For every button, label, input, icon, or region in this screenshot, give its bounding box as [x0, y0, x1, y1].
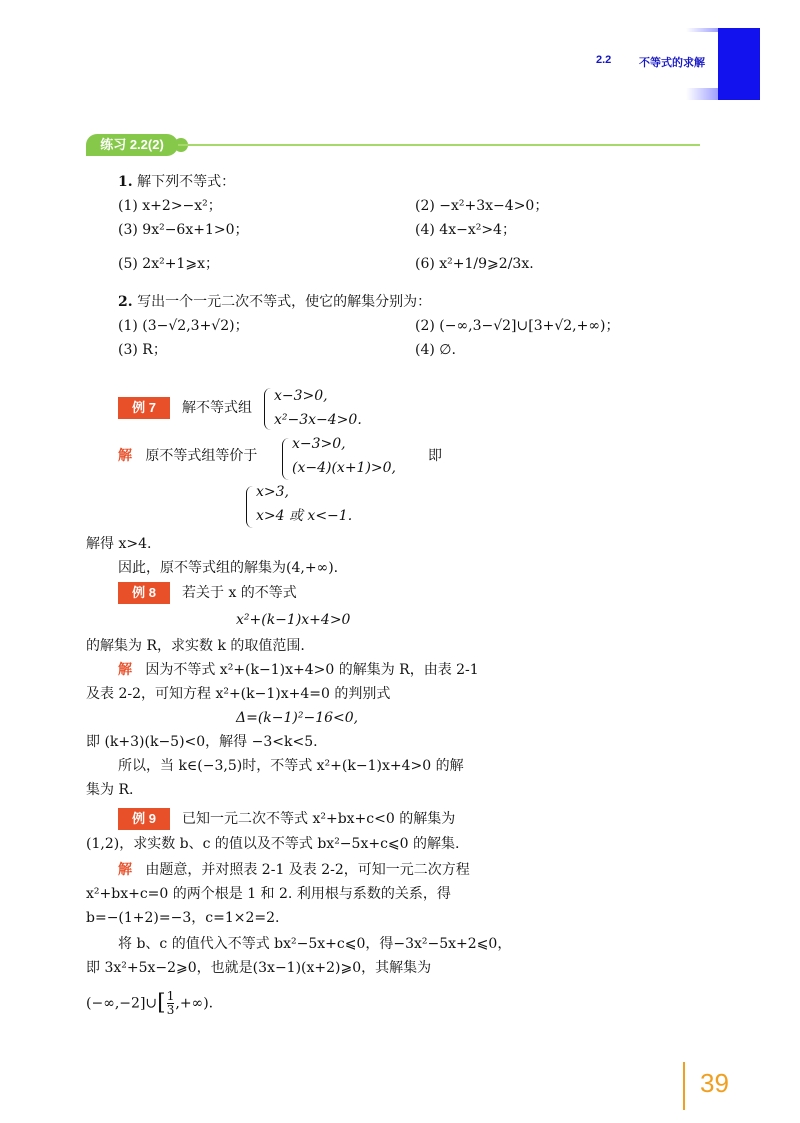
- ex9-solution-3: b=−(1+2)=−3，c=1×2=2.: [86, 910, 280, 926]
- page-number-bar: [683, 1062, 685, 1110]
- ex8-formula: x²+(k−1)x+4>0: [236, 612, 351, 628]
- ex9-solution-label: 解: [118, 862, 132, 878]
- header-blue-block: [718, 28, 760, 100]
- ex7-eq-1: x−3>0,: [292, 436, 346, 452]
- q2-number: 2.: [118, 294, 133, 310]
- ex9-fraction-numerator: 1: [166, 989, 175, 1003]
- q1-item-2: (2) −x²+3x−4>0；: [415, 198, 549, 214]
- exercise-rule: [178, 144, 700, 146]
- ex9-solution-1: [118, 860, 470, 880]
- ex8-intro: 若关于 x 的不等式: [182, 585, 297, 601]
- q2-item-3: (3) R；: [118, 342, 167, 358]
- ex9-solution-2: x²+bx+c=0 的两个根是 1 和 2. 利用根与系数的关系，得: [86, 886, 451, 902]
- example-7-tag: 例 7: [118, 397, 170, 419]
- q1-item-5: (5) 2x²+1⩾x；: [118, 256, 219, 272]
- ex7-ji: 即: [428, 448, 442, 464]
- ex8-solution-label: 解: [118, 662, 132, 678]
- ex7-line-1: 解得 x>4.: [86, 536, 152, 552]
- ex9-solution-5: 即 3x²+5x−2⩾0，也就是(3x−1)(x+2)⩾0，其解集为: [86, 960, 432, 976]
- q1-prompt: 解下列不等式：: [137, 174, 236, 190]
- q2-item-4: (4) ∅.: [415, 342, 456, 358]
- ex7-solution-intro: [118, 446, 257, 466]
- ex9-solution-6-right: ,+∞).: [175, 995, 214, 1012]
- ex7-eq-3: x>3,: [256, 484, 289, 500]
- ex7-solution-text: 原不等式组等价于: [145, 448, 258, 464]
- ex8-solution-5: 集为 R.: [86, 782, 134, 798]
- ex7-solution-label: 解: [118, 448, 132, 464]
- ex9-fraction: [167, 990, 175, 1017]
- ex8-line-1: 的解集为 R，求实数 k 的取值范围.: [86, 638, 305, 654]
- q2-prompt: 写出一个一元二次不等式，使它的解集分别为：: [137, 294, 432, 310]
- q1-heading: [118, 172, 235, 192]
- ex9-bracket: [: [157, 990, 166, 1016]
- ex7-brace: [264, 388, 271, 430]
- q1-item-1: (1) x+2>−x²；: [118, 198, 222, 214]
- ex9-solution-text: 由题意，并对照表 2-1 及表 2-2，可知一元二次方程: [145, 862, 470, 878]
- q1-number: 1.: [118, 174, 133, 190]
- ex8-solution-3: 即 (k+3)(k−5)<0，解得 −3<k<5.: [86, 734, 318, 750]
- ex8-solution-4: 所以，当 k∈(−3,5)时，不等式 x²+(k−1)x+4>0 的解: [118, 758, 464, 774]
- ex8-solution-text: 因为不等式 x²+(k−1)x+4>0 的解集为 R，由表 2-1: [145, 662, 479, 678]
- ex7-eq-4: x>4 或 x<−1.: [256, 508, 353, 524]
- ex9-solution-4: 将 b、c 的值代入不等式 bx²−5x+c⩽0，得−3x²−5x+2⩽0，: [118, 936, 512, 952]
- ex9-solution-6-left: (−∞,−2]∪: [86, 995, 158, 1012]
- ex9-line-1: (1,2)，求实数 b、c 的值以及不等式 bx²−5x+c⩽0 的解集.: [86, 836, 460, 852]
- q2-heading: [118, 292, 431, 312]
- ex8-formula-2: Δ=(k−1)²−16<0,: [236, 710, 359, 726]
- ex9-solution-6: [86, 990, 213, 1017]
- q1-item-3: (3) 9x²−6x+1>0；: [118, 222, 249, 238]
- ex7-intro: 解不等式组: [182, 400, 252, 416]
- example-9-tag: 例 9: [118, 808, 170, 830]
- ex7-system-2: x²−3x−4>0.: [274, 412, 362, 428]
- q2-item-1: (1) (3−√2,3+√2)；: [118, 318, 249, 334]
- example-8-tag: 例 8: [118, 582, 170, 604]
- ex7-result-brace: [246, 486, 253, 528]
- ex8-solution-1: [118, 660, 479, 680]
- header-section-number: 2.2: [596, 54, 612, 66]
- ex9-intro: 已知一元二次不等式 x²+bx+c<0 的解集为: [182, 811, 456, 827]
- page-number: 39: [700, 1068, 729, 1098]
- q2-item-2: (2) (−∞,3−√2]∪[3+√2,+∞)；: [415, 318, 620, 334]
- q1-item-4: (4) 4x−x²>4；: [415, 222, 516, 238]
- ex7-solution-brace: [282, 438, 289, 480]
- q1-item-6: (6) x²+1/9⩾2/3x.: [415, 256, 534, 272]
- ex7-line-2: 因此，原不等式组的解集为(4,+∞).: [118, 560, 339, 576]
- ex9-fraction-denominator: 3: [166, 1003, 175, 1017]
- ex8-solution-2: 及表 2-2，可知方程 x²+(k−1)x+4=0 的判别式: [86, 686, 391, 702]
- ex7-eq-2: (x−4)(x+1)>0,: [292, 460, 397, 476]
- exercise-tab: 练习 2.2(2): [86, 134, 178, 156]
- ex7-system-1: x−3>0,: [274, 388, 328, 404]
- header-section-title: 不等式的求解: [639, 57, 705, 69]
